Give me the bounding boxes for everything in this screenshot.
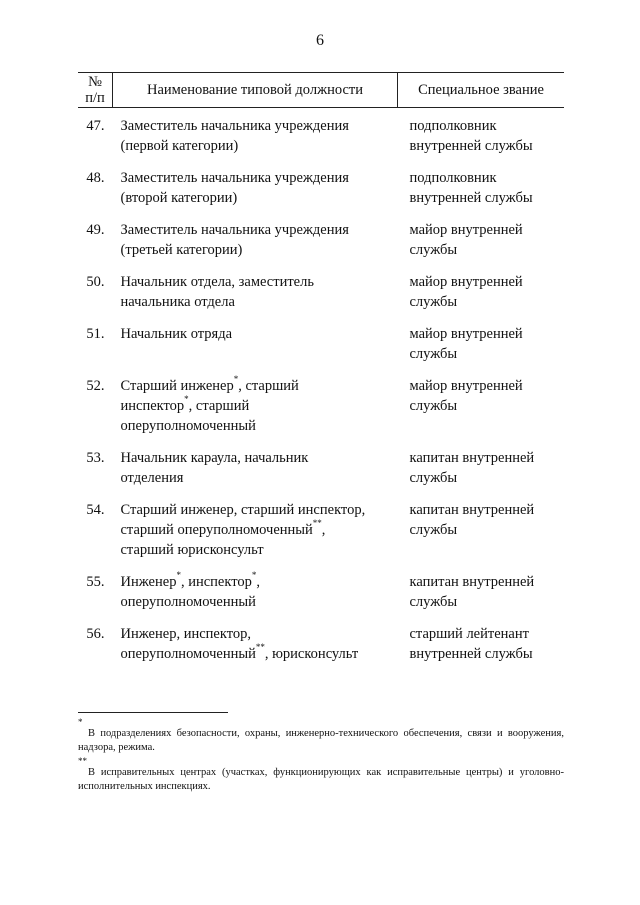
text-fragment: Заместитель начальника учреждения <box>120 170 349 186</box>
row-number: 51. <box>86 326 105 342</box>
header-number-sign: № <box>88 74 102 90</box>
text-fragment: капитан внутренней <box>409 574 535 590</box>
text-fragment: (первой категории) <box>120 138 239 154</box>
text-fragment: оперуполномоченный <box>120 646 256 662</box>
table-body <box>78 108 564 677</box>
row-number: 48. <box>86 170 105 186</box>
text-fragment: майор внутренней <box>409 274 523 290</box>
row-number: 54. <box>86 502 105 518</box>
special-rank-cell <box>398 376 565 448</box>
footnote-text: В подразделениях безопасности, охраны, инженерно-технического обеспечения, связи и вооружения, надзора, режима. <box>78 728 564 753</box>
header-special-rank: Специальное звание <box>398 73 565 108</box>
table-row <box>78 376 564 448</box>
text-fragment: начальника отдела <box>120 294 235 310</box>
text-fragment: Начальник отдела, заместитель <box>120 274 314 290</box>
text-fragment: службы <box>409 398 458 414</box>
row-number: 47. <box>86 118 105 134</box>
text-fragment: старший оперуполномоченный <box>120 522 313 538</box>
row-number: 53. <box>86 450 105 466</box>
text-fragment: Инженер <box>120 574 177 590</box>
footnote-reference: * <box>251 570 257 581</box>
footnote-marker: * <box>78 717 83 727</box>
text-fragment: Старший инженер, старший инспектор, <box>120 502 366 518</box>
text-fragment: внутренней службы <box>409 138 533 154</box>
text-fragment: оперуполномоченный <box>120 594 256 610</box>
position-name-cell <box>113 220 398 272</box>
text-fragment: майор внутренней <box>409 378 523 394</box>
table-row <box>78 168 564 220</box>
special-rank-cell <box>398 448 565 500</box>
position-name-cell <box>113 500 398 572</box>
table-row <box>78 324 564 376</box>
header-number <box>78 73 113 108</box>
position-name-cell <box>113 448 398 500</box>
text-fragment: старший юрисконсульт <box>120 542 264 558</box>
table-row <box>78 108 564 169</box>
row-number: 55. <box>86 574 105 590</box>
text-fragment: , старший <box>188 398 250 414</box>
text-fragment: капитан внутренней <box>409 502 535 518</box>
header-number-abbr: п/п <box>85 90 105 106</box>
text-fragment: внутренней службы <box>409 190 533 206</box>
special-rank-cell <box>398 324 565 376</box>
table-row <box>78 220 564 272</box>
text-fragment: , инспектор <box>180 574 252 590</box>
text-fragment: Начальник отряда <box>120 326 233 342</box>
special-rank-cell <box>398 572 565 624</box>
footnotes <box>78 718 564 796</box>
position-name-cell <box>113 624 398 676</box>
text-fragment: службы <box>409 346 458 362</box>
text-fragment: службы <box>409 242 458 258</box>
text-fragment: службы <box>409 470 458 486</box>
position-name-cell <box>113 272 398 324</box>
table-row <box>78 272 564 324</box>
positions-table <box>78 72 564 676</box>
special-rank-cell <box>398 108 565 169</box>
text-fragment: (третьей категории) <box>120 242 243 258</box>
table-row <box>78 572 564 624</box>
text-fragment: инспектор <box>120 398 185 414</box>
row-number: 52. <box>86 378 105 394</box>
text-fragment: оперуполномоченный <box>120 418 256 434</box>
footnote-reference: * <box>176 570 181 581</box>
text-fragment: Заместитель начальника учреждения <box>120 118 349 134</box>
text-fragment: отделения <box>120 470 184 486</box>
text-fragment: капитан внутренней <box>409 450 535 466</box>
text-fragment: старший лейтенант <box>409 626 529 642</box>
position-name-cell <box>113 108 398 169</box>
text-fragment: , <box>256 574 260 590</box>
text-fragment: Инженер, инспектор, <box>120 626 251 642</box>
footnote-text: В исправительных центрах (участках, функционирующих как исправительные центры) и уголовно-исполнительных инспекциях. <box>78 767 564 792</box>
row-number: 50. <box>86 274 105 290</box>
row-number: 56. <box>86 626 105 642</box>
special-rank-cell <box>398 220 565 272</box>
special-rank-cell <box>398 168 565 220</box>
footnote-reference: * <box>184 394 189 405</box>
table-row <box>78 624 564 676</box>
text-fragment: службы <box>409 594 458 610</box>
text-fragment: подполковник <box>409 118 497 134</box>
position-name-cell <box>113 324 398 376</box>
footnote-reference: ** <box>312 518 322 529</box>
table-row <box>78 448 564 500</box>
text-fragment: Заместитель начальника учреждения <box>120 222 349 238</box>
footnote-reference: ** <box>255 642 265 653</box>
text-fragment: , <box>321 522 326 538</box>
table-row <box>78 500 564 572</box>
footnote-reference: * <box>233 374 239 385</box>
text-fragment: Начальник караула, начальник <box>120 450 309 466</box>
text-fragment: майор внутренней <box>409 222 523 238</box>
table-header <box>78 73 564 108</box>
text-fragment: , старший <box>238 378 299 394</box>
special-rank-cell <box>398 272 565 324</box>
text-fragment: подполковник <box>409 170 497 186</box>
text-fragment: (второй категории) <box>120 190 238 206</box>
position-name-cell <box>113 168 398 220</box>
special-rank-cell <box>398 500 565 572</box>
text-fragment: службы <box>409 294 458 310</box>
position-name-cell <box>113 376 398 448</box>
special-rank-cell <box>398 624 565 676</box>
text-fragment: Старший инженер <box>120 378 234 394</box>
text-fragment: внутренней службы <box>409 646 533 662</box>
header-position-name: Наименование типовой должности <box>113 73 398 108</box>
page-number: 6 <box>316 32 324 49</box>
row-number: 49. <box>86 222 105 238</box>
text-fragment: , юрисконсульт <box>264 646 359 662</box>
text-fragment: службы <box>409 522 458 538</box>
footnote-marker: ** <box>78 756 87 766</box>
footnote-divider <box>78 712 228 713</box>
text-fragment: майор внутренней <box>409 326 523 342</box>
position-name-cell <box>113 572 398 624</box>
